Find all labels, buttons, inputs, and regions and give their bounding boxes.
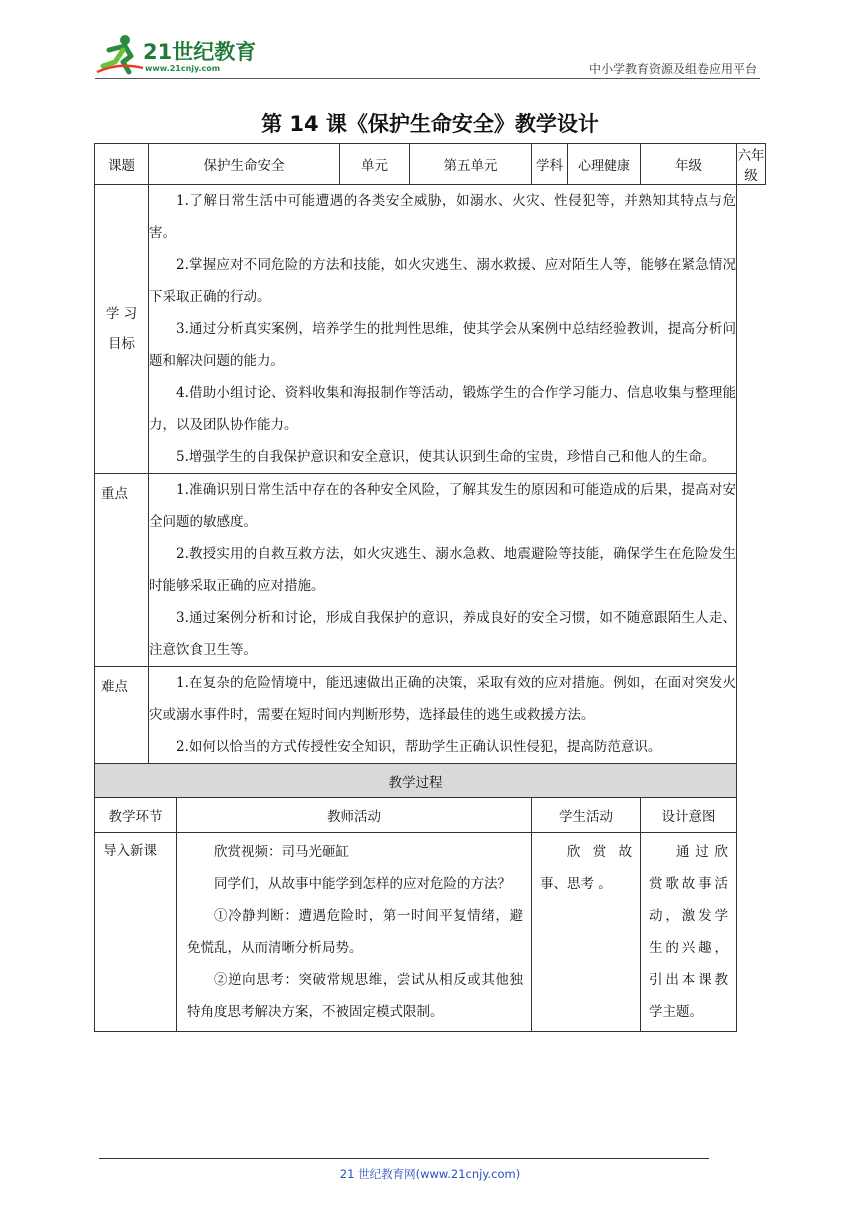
objective-item: 4.借助小组讨论、资料收集和海报制作等活动，锻炼学生的合作学习能力、信息收集与整理能力，以及团队协作能力。 <box>149 385 737 433</box>
key-points-label: 重点 <box>95 474 149 667</box>
teacher-activity-cell <box>177 833 532 1032</box>
col-student: 学生活动 <box>532 798 641 833</box>
teacher-activity-line: 同学们，从故事中能学到怎样的应对危险的方法？ <box>214 876 511 892</box>
difficulties-row <box>95 667 766 764</box>
stage-cell: 导入新课 <box>95 833 177 1032</box>
header-divider <box>95 78 760 79</box>
grade-label-cell <box>641 144 737 185</box>
objectives-label-line1: 学 习 <box>105 306 138 322</box>
grade-value: 六年级 <box>737 144 766 185</box>
key-point-item: 3.通过案例分析和讨论，形成自我保护的意识，养成良好的安全习惯，如不随意跟陌生人走、注意饮食卫生等。 <box>149 610 737 658</box>
site-logo[interactable] <box>95 32 265 76</box>
process-heading-row <box>95 764 766 798</box>
objectives-row <box>95 185 766 474</box>
design-intent-cell <box>641 833 737 1032</box>
lesson-plan-table <box>94 143 766 1032</box>
design-intent-text: 通过欣赏歌故事活动，激发学生的兴趣，引出本课教学主题。 <box>649 844 729 1020</box>
platform-label: 中小学教育资源及组卷应用平台 <box>588 62 757 76</box>
col-teacher: 教师活动 <box>177 798 532 833</box>
logo-text: 21世纪教育 <box>143 40 257 64</box>
difficulties-content <box>149 667 737 764</box>
objective-item: 2.掌握应对不同危险的方法和技能，如火灾逃生、溺水救援、应对陌生人等，能够在紧急情况下采取正确的行动。 <box>149 257 737 305</box>
document-title: 第 14 课《保护生命安全》教学设计 <box>261 112 599 136</box>
objective-item: 3.通过分析真实案例，培养学生的批判性思维，使其学会从案例中总结经验教训，提高分析问题和解决问题的能力。 <box>149 321 737 369</box>
page-header <box>95 30 757 78</box>
process-row <box>95 833 766 1032</box>
student-activity-cell <box>532 833 641 1032</box>
objectives-label <box>95 185 149 474</box>
objective-item: 1.了解日常生活中可能遭遇的各类安全威胁，如溺水、火灾、性侵犯等，并熟知其特点与危害。 <box>149 193 737 241</box>
key-points-row <box>95 474 766 667</box>
teacher-activity-line: ②逆向思考：突破常规思维，尝试从相反或其他独特角度思考解决方案，不被固定模式限制。 <box>187 972 523 1020</box>
objective-item: 5.增强学生的自我保护意识和安全意识，使其认识到生命的宝贵，珍惜自己和他人的生命。 <box>176 449 716 465</box>
teacher-activity-line: ①冷静判断：遭遇危险时，第一时间平复情绪，避免慌乱，从而清晰分析局势。 <box>187 908 523 956</box>
runner-logo-icon <box>95 32 145 76</box>
difficulties-label: 难点 <box>95 667 149 764</box>
footer-divider <box>99 1158 709 1159</box>
unit-label: 单元 <box>340 144 410 185</box>
process-columns-row <box>95 798 766 833</box>
footer-link[interactable]: 21 世纪教育网(www.21cnjy.com) <box>339 1167 521 1181</box>
key-point-item: 2.教授实用的自救互救方法，如火灾逃生、溺水急救、地震避险等技能，确保学生在危险发生时能够采取正确的应对措施。 <box>149 546 737 594</box>
col-stage: 教学环节 <box>95 798 177 833</box>
col-intent: 设计意图 <box>641 798 737 833</box>
difficulty-item: 2.如何以恰当的方式传授性安全知识，帮助学生正确认识性侵犯，提高防范意识。 <box>176 739 662 755</box>
process-heading: 教学过程 <box>95 764 737 798</box>
key-point-item: 1.准确识别日常生活中存在的各种安全风险，了解其发生的原因和可能造成的后果，提高对安全问题的敏感度。 <box>149 482 737 530</box>
objectives-content <box>149 185 737 474</box>
subject-label: 学科 <box>532 144 568 185</box>
logo-url: www.21cnjy.com <box>145 64 221 73</box>
objectives-label-line2: 目标 <box>108 336 135 352</box>
key-points-content <box>149 474 737 667</box>
difficulty-item: 1.在复杂的危险情境中，能迅速做出正确的决策，采取有效的应对措施。例如，在面对突发火灾或溺水事件时，需要在短时间内判断形势，选择最佳的逃生或救援方法。 <box>149 675 737 723</box>
grade-label: 年级 <box>675 158 703 174</box>
topic-label: 课题 <box>95 144 149 185</box>
teacher-activity-line: 欣赏视频：司马光砸缸 <box>214 844 349 860</box>
topic-value: 保护生命安全 <box>149 144 340 185</box>
unit-value: 第五单元 <box>410 144 532 185</box>
subject-value: 心理健康 <box>568 144 641 185</box>
info-row <box>95 144 766 185</box>
student-activity-text: 欣 赏 故事、思考 。 <box>540 844 633 892</box>
